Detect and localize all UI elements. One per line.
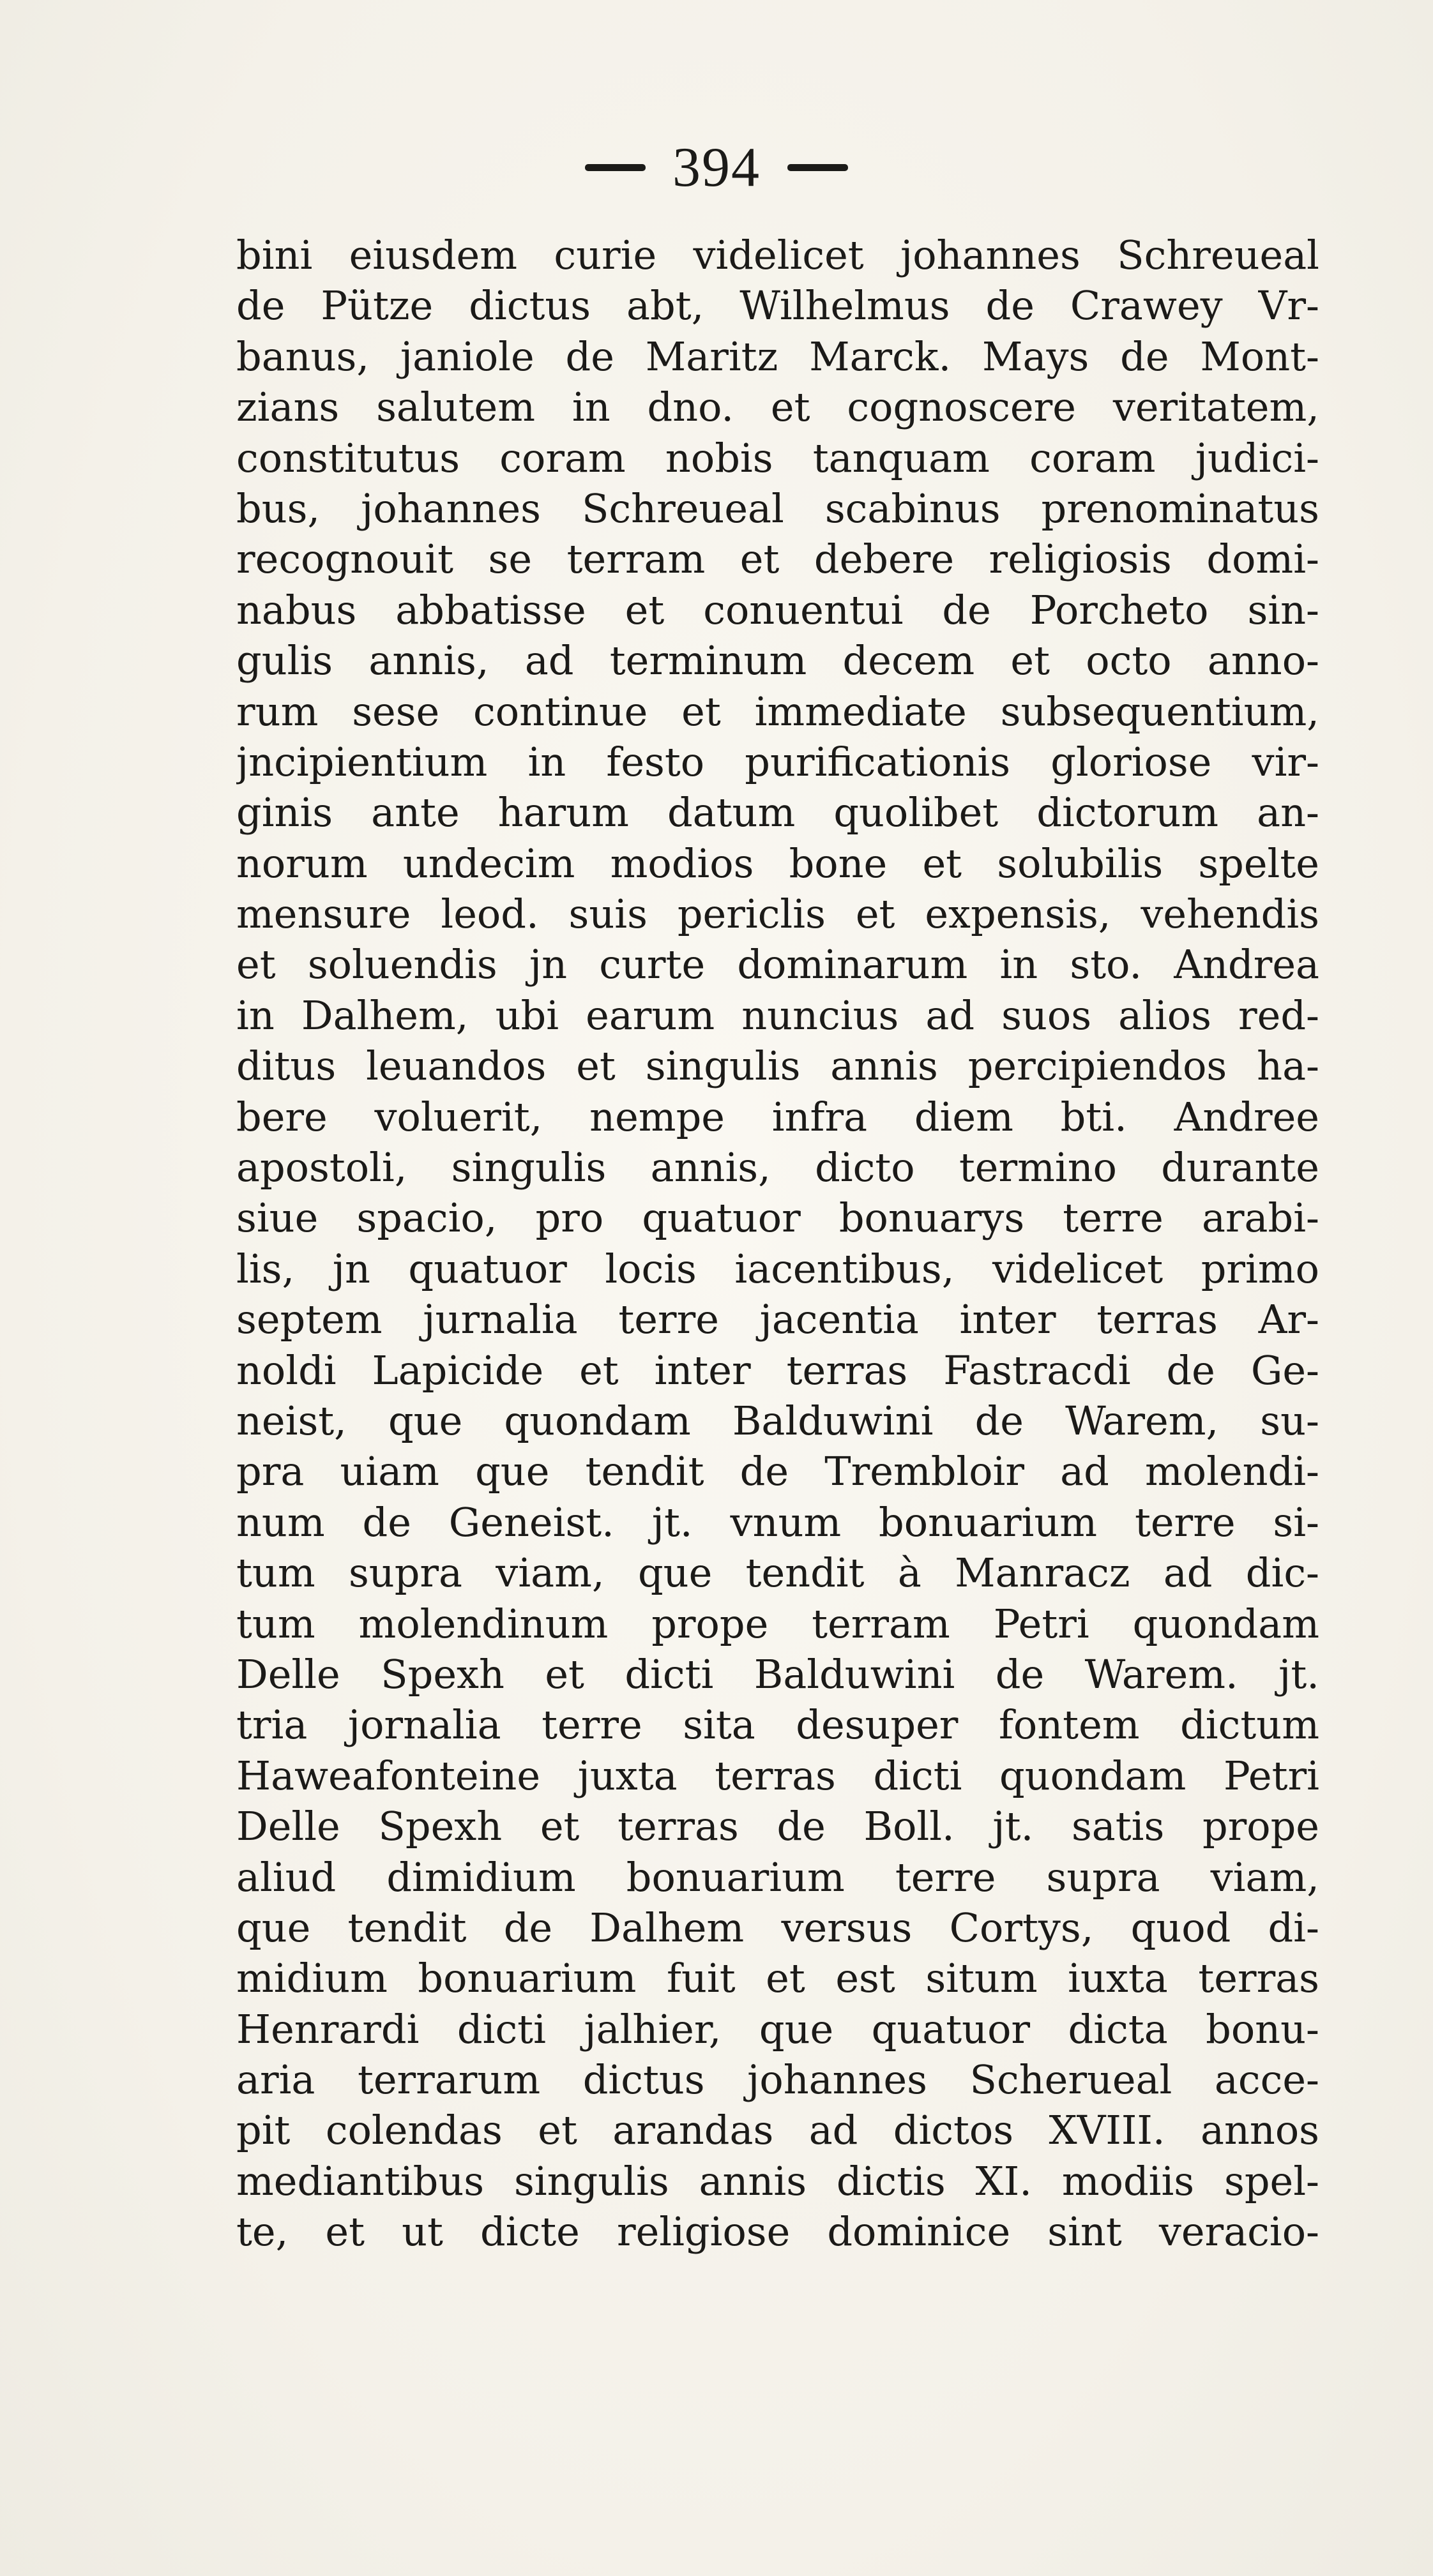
text-line: septem jurnalia terre jacentia inter terras Ar- — [236, 1296, 1319, 1343]
text-line: pra uiam que tendit de Tremblоir ad molendi- — [236, 1448, 1319, 1495]
left-dash-ornament — [585, 164, 646, 171]
text-line: que tendit de Dalhem versus Cortys, quod di- — [236, 1904, 1319, 1951]
page-number: 394 — [672, 136, 761, 199]
text-line: Delle Spexh et dicti Balduwini de Warem. jt. — [236, 1650, 1319, 1698]
text-line: banus, janiole de Maritz Marck. Mays de Mont- — [236, 333, 1319, 380]
text-line: rum sese continue et immediate subsequentium, — [236, 688, 1319, 735]
text-line: midium bonuarium fuit et est situm iuxta terras — [236, 1955, 1319, 2002]
text-line: siue spacio, pro quatuor bonuarys terre arabi- — [236, 1194, 1319, 1242]
text-line: zians salutem in dno. et cognoscere veritatem, — [236, 384, 1319, 431]
text-line: mensure leod. suis periclis et expensis, vehendis — [236, 891, 1319, 938]
text-line: lis, jn quatuor locis iacentibus, videlicet primo — [236, 1245, 1319, 1292]
text-line: noldi Lapicide et inter terras Fastracdi de Ge- — [236, 1346, 1319, 1394]
text-line: tum molendinum prope terram Petri quondam — [236, 1600, 1319, 1647]
text-line: ditus leuandos et singulis annis percipiendos ha- — [236, 1043, 1319, 1090]
text-line: aria terrarum dictus johannes Scheruеal acce- — [236, 2056, 1319, 2104]
text-line: norum undecim modios bone et solubilis spelte — [236, 840, 1319, 887]
text-line: tria jornalia terre sita desuper fontem dictum — [236, 1701, 1319, 1749]
text-line: jncipientium in festo purificationis gloriose vir- — [236, 738, 1319, 785]
text-line: mediantibus singulis annis dictis XI. modiis spel- — [236, 2157, 1319, 2204]
text-line: bere voluerit, nempe infra diem bti. Andree — [236, 1093, 1319, 1140]
text-line: constitutus coram nobis tanquam coram judici- — [236, 434, 1319, 481]
text-line: apostoli, singulis annis, dicto termino durante — [236, 1144, 1319, 1191]
text-line: neist, que quondam Balduwini de Warem, su- — [236, 1397, 1319, 1444]
text-line: num de Geneist. jt. vnum bonuarium terre si- — [236, 1498, 1319, 1546]
right-dash-ornament — [787, 164, 848, 171]
text-line: aliud dimidium bonuarium terre supra viam, — [236, 1853, 1319, 1901]
text-line: tum supra viam, que tendit à Manracz ad dic- — [236, 1549, 1319, 1597]
text-line: Henrardi dicti jalhier, que quatuor dicta bonu- — [236, 2005, 1319, 2053]
body-text — [236, 230, 1319, 2257]
text-line: ginis ante harum datum quolibet dictorum an- — [236, 789, 1319, 836]
text-line: nabus abbatisse et conuentui de Porcheto sin- — [236, 586, 1319, 633]
text-line: et soluendis jn curte dominarum in sto. Andrea — [236, 941, 1319, 988]
text-line: te, et ut dicte religiose dominice sint veracio- — [236, 2208, 1319, 2256]
text-line: bini eiusdem curie videlicet johannes Schreueal — [236, 232, 1319, 278]
text-line: in Dalhem, ubi earum nuncius ad suos alios red- — [236, 991, 1319, 1039]
text-line: gulis annis, ad terminum decem et octo anno- — [236, 637, 1319, 684]
text-line: Delle Spexh et terras de Boll. jt. satis prope — [236, 1803, 1319, 1850]
text-line: pit colendas et arandas ad dictos XVIII. annos — [236, 2107, 1319, 2154]
text-line: recognouit se terram et debere religiosis domi- — [236, 536, 1319, 583]
text-line: Haweafonteine juxta terras dicti quondam Petri — [236, 1752, 1319, 1799]
page-header — [0, 131, 1433, 200]
text-line: bus, johannes Schreueal scabinus prenominatus — [236, 485, 1319, 532]
text-line: de Pütze dictus abt, Wilhelmus de Crawey Vr- — [236, 282, 1319, 329]
